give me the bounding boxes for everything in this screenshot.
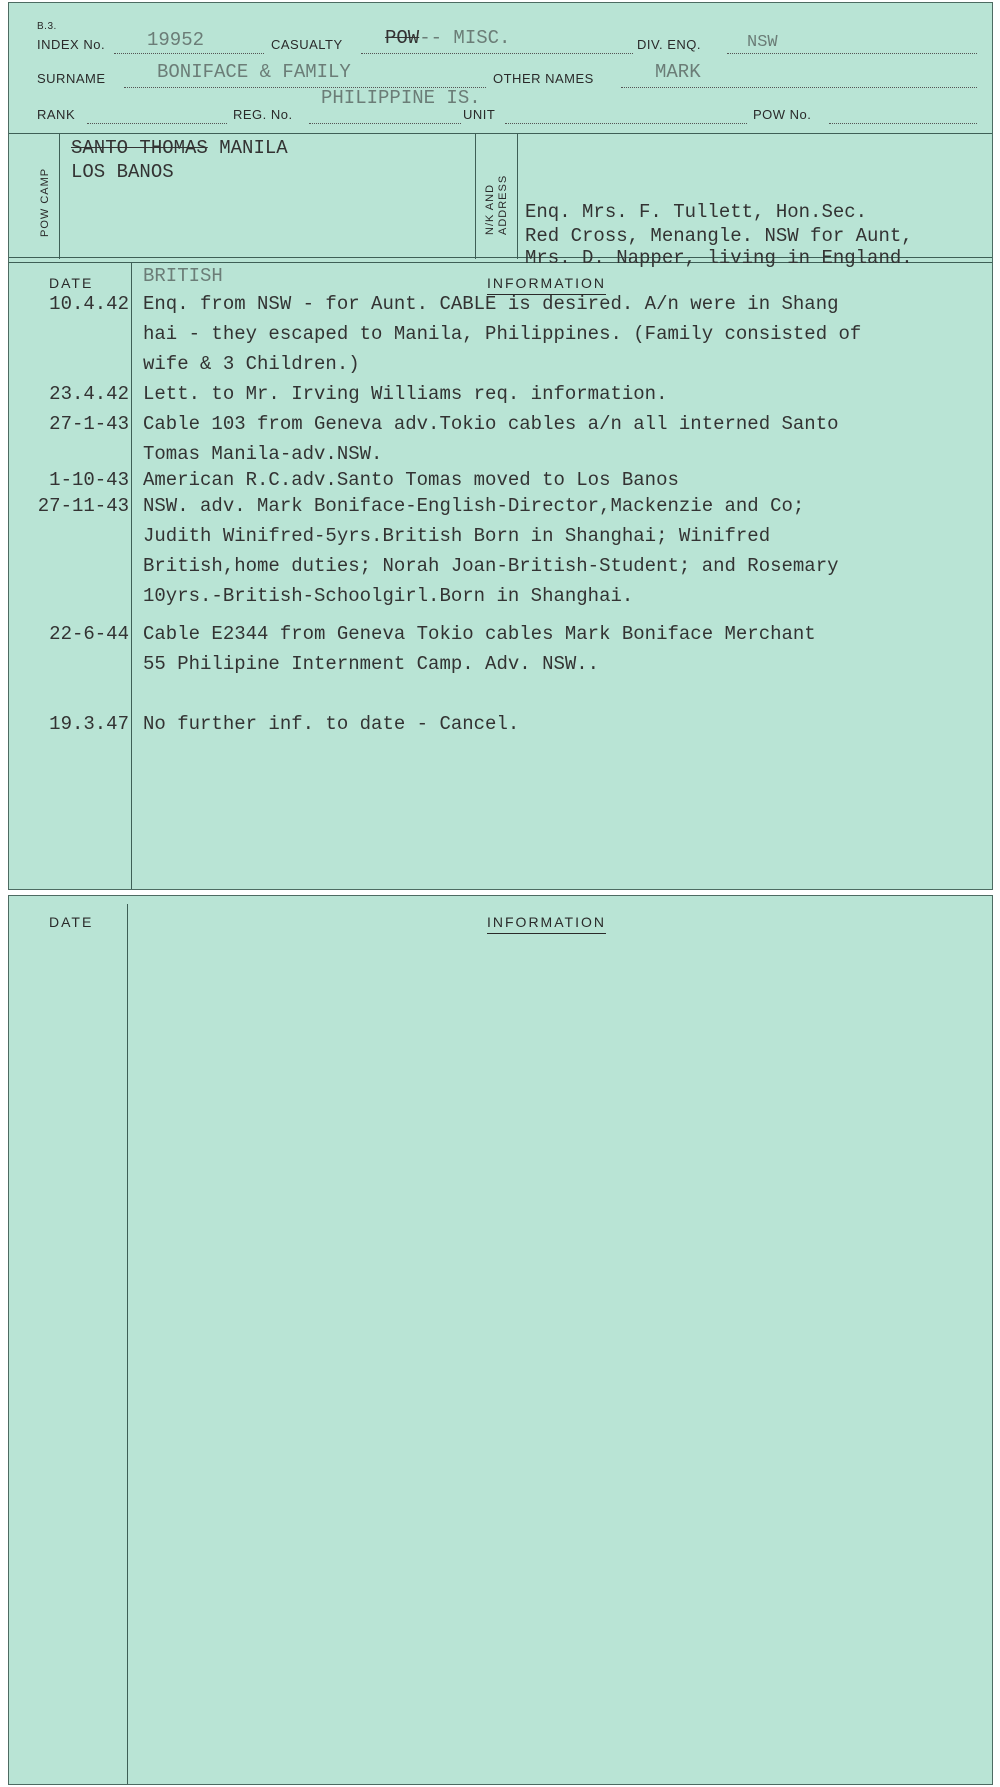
unit-label: UNIT — [463, 107, 496, 122]
casualty-label: CASUALTY — [271, 37, 343, 52]
nk-address-line-1: Enq. Mrs. F. Tullett, Hon.Sec. — [525, 201, 868, 223]
reg-no-label: REG. No. — [233, 107, 293, 122]
nk-address-line-2: Red Cross, Menangle. NSW for Aunt, — [525, 225, 913, 247]
entry-date: 1-10-43 — [49, 469, 129, 491]
entry-text: American R.C.adv.Santo Tomas moved to Los Banos — [143, 469, 679, 491]
date-header: DATE — [49, 275, 94, 291]
unit-value: PHILIPPINE IS. — [321, 87, 481, 109]
surname-label: SURNAME — [37, 71, 106, 86]
pow-camp-struck: SANTO THOMAS — [71, 137, 208, 159]
entry-text: NSW. adv. Mark Boniface-English-Director,Mackenzie and Co; Judith Winifred-5yrs.British Born in Shanghai; Winifred British,home duties; Norah Joan-British-Student; and Rosemary 10yrs.-British-Schoolgirl.Born in Shanghai. — [143, 495, 839, 607]
rank-label: RANK — [37, 107, 76, 122]
entry-text: No further inf. to date - Cancel. — [143, 713, 520, 735]
reverse-information-header: INFORMATION — [487, 914, 606, 934]
div-enq-label: DIV. ENQ. — [637, 37, 701, 52]
entry-text: Enq. from NSW - for Aunt. CABLE is desired. A/n were in Shang hai - they escaped to Manila, Philippines. (Family consisted of wife & 3 Children.) — [143, 293, 862, 375]
pow-camp-line1: MANILA — [219, 137, 288, 159]
casualty-value: -- MISC. — [419, 27, 511, 49]
nationality-note: BRITISH — [143, 265, 223, 287]
entry-text: Cable E2344 from Geneva Tokio cables Mark Boniface Merchant 55 Philipine Internment Camp. Adv. NSW.. — [143, 623, 816, 675]
nk-label-2: ADDRESS — [497, 174, 509, 235]
entry-text: Lett. to Mr. Irving Williams req. information. — [143, 383, 668, 405]
reverse-date-header: DATE — [49, 914, 94, 930]
form-code: B.3. — [37, 21, 57, 32]
pow-camp-line2: LOS BANOS — [71, 161, 174, 183]
nk-address-line-3: Mrs. D. Napper, living in England. — [525, 247, 913, 269]
other-names-value: MARK — [655, 61, 701, 83]
entry-text: Cable 103 from Geneva adv.Tokio cables a/n all interned Santo Tomas Manila-adv.NSW. — [143, 413, 839, 465]
entry-date: 27-11-43 — [37, 495, 129, 517]
surname-value: BONIFACE & FAMILY — [157, 61, 351, 83]
pow-camp-label: POW CAMP — [39, 167, 51, 237]
entry-date: 23.4.42 — [49, 383, 129, 405]
entry-date: 27-1-43 — [49, 413, 129, 435]
index-card-front — [8, 2, 993, 890]
casualty-struck: POW — [385, 27, 420, 49]
nk-label-1: N/K AND — [484, 183, 496, 235]
div-enq-value: NSW — [747, 33, 778, 52]
index-card-reverse — [8, 895, 993, 1785]
entry-date: 22-6-44 — [49, 623, 129, 645]
pow-no-label: POW No. — [753, 107, 812, 122]
index-label: INDEX No. — [37, 37, 106, 52]
information-header: INFORMATION — [487, 275, 606, 295]
entry-date: 19.3.47 — [49, 713, 129, 735]
index-value: 19952 — [147, 29, 205, 51]
other-names-label: OTHER NAMES — [493, 71, 594, 86]
entry-date: 10.4.42 — [49, 293, 129, 315]
